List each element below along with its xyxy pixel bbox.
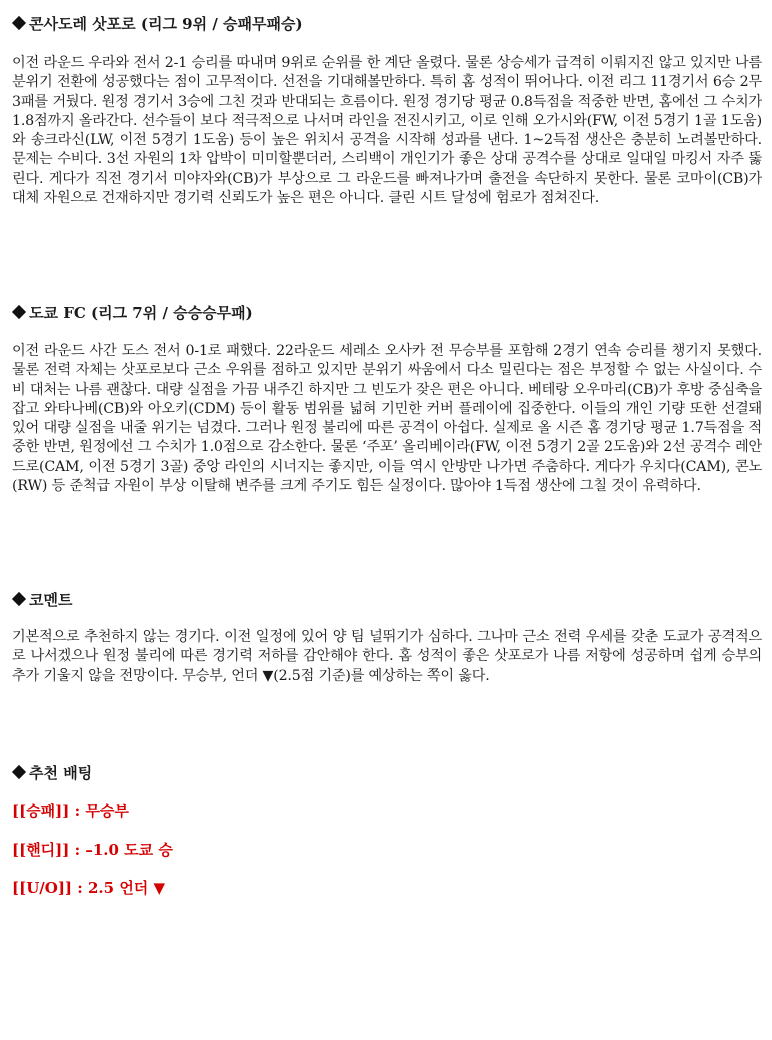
bet-handicap: [[핸디]] : –1.0 도쿄 승	[12, 841, 173, 859]
section-heading-comment	[12, 590, 72, 610]
section-body-tokyo: 이전 라운드 사간 도스 전서 0-1로 패했다. 22라운드 세레소 오사카 전 무승부를 포함해 2경기 연속 승리를 챙기지 못했다. 물론 전력 자체는 삿포로보다 근소 우위를 점하고 있지만 분위기 싸움에서 다소 밀린다는 점은 부정할 수 없는 사실이다. 수비 대처는 나름 괜찮다. 대량 실점을 가끔 내주긴 하지만 그 빈도가 잦은 편은 아니다. 베테랑 오우마리(CB)가 후방 중심축을 잡고 와타나베(CB)와 아오키(CDM) 등이 활동 범위를 넓혀 기민한 커버 플레이에 집중한다. 이들의 개인 기량 또한 선결돼 있어 대량 실점을 내줄 위기는 넘겼다. 그러나 원정 불리에 따른 공격이 아쉽다. 실제로 올 시즌 홈 경기당 평균 1.7득점을 적중한 반면, 원정에선 그 수치가 1.0점으로 감소한다. 물론 ‘주포’ 올리베이라(FW, 이전 5경기 2골 2도움)와 2선 공격수 레안드로(CAM, 이전 5경기 3골) 중앙 라인의 시너지는 좋지만, 이들 역시 안방만 나가면 주춤하다. 게다가 우치다(CAM), 콘노(RW) 등 준척급 자원이 부상 이탈해 변주를 크게 주기도 힘든 실정이다. 많아야 1득점 생산에 그칠 것이 유력하다.	[12, 343, 762, 495]
bet-win-loss: [[승패]] : 무승부	[12, 802, 129, 820]
diamond-bullet-icon	[12, 16, 26, 30]
heading-text: 도쿄 FC (리그 7위 / 승승승무패)	[29, 304, 253, 322]
section-body-comment: 기본적으로 추천하지 않는 경기다. 이전 일정에 있어 양 팀 널뛰기가 심하다. 그나마 근소 전력 우세를 갖춘 도쿄가 공격적으로 나서겠으나 원정 불리에 따른 경기력 저하를 감안해야 한다. 홈 성적이 좋은 삿포로가 나름 저항에 성공하며 쉽게 승부의 추가 기울지 않을 전망이다. 무승부, 언더 ▼(2.5점 기준)를 예상하는 쪽이 옳다.	[12, 629, 762, 684]
diamond-bullet-icon	[12, 305, 26, 319]
section-heading-sapporo	[12, 14, 303, 34]
section-body-sapporo: 이전 라운드 우라와 전서 2-1 승리를 따내며 9위로 순위를 한 계단 올렸다. 물론 상승세가 급격히 이뤄지진 않고 있지만 나름 분위기 전환에 성공했다는 점이 고무적이다. 선전을 기대해볼만하다. 특히 홈 성적이 뛰어나다. 이전 리그 11경기서 6승 2무 3패를 거뒀다. 원정 경기서 3승에 그친 것과 반대되는 흐름이다. 원정 경기당 평균 0.8득점을 적중한 반면, 홈에선 그 수치가 1.8점까지 올라간다. 선수들이 보다 적극적으로 나서며 라인을 전진시키고, 이로 인해 오가시와(FW, 이전 5경기 1골 1도움)와 송크라신(LW, 이전 5경기 1도움) 등이 높은 위치서 공격을 시작해 성과를 낸다. 1~2득점 생산은 충분히 노려볼만하다. 문제는 수비다. 3선 자원의 1차 압박이 미미할뿐더러, 스리백이 개인기가 좋은 상대 공격수를 상대로 일대일 마킹서 자주 뚫린다. 게다가 직전 경기서 미야자와(CB)가 부상으로 그 라운드를 빠져나가며 출전을 속단하지 못한다. 물론 코마이(CB)가 대체 자원으로 건재하지만 경기력 신뢰도가 높은 편은 아니다. 클린 시트 달성에 험로가 점쳐진다.	[12, 55, 762, 207]
heading-text: 콘사도레 삿포로 (리그 9위 / 승패무패승)	[29, 15, 303, 33]
diamond-bullet-icon	[12, 765, 26, 779]
section-heading-tokyo	[12, 303, 253, 323]
bet-under-over: [[U/O]] : 2.5 언더 ▼	[12, 879, 166, 897]
diamond-bullet-icon	[12, 592, 26, 606]
heading-text: 추천 배팅	[29, 764, 93, 782]
section-heading-recommended-bet	[12, 763, 92, 783]
heading-text: 코멘트	[29, 591, 73, 609]
